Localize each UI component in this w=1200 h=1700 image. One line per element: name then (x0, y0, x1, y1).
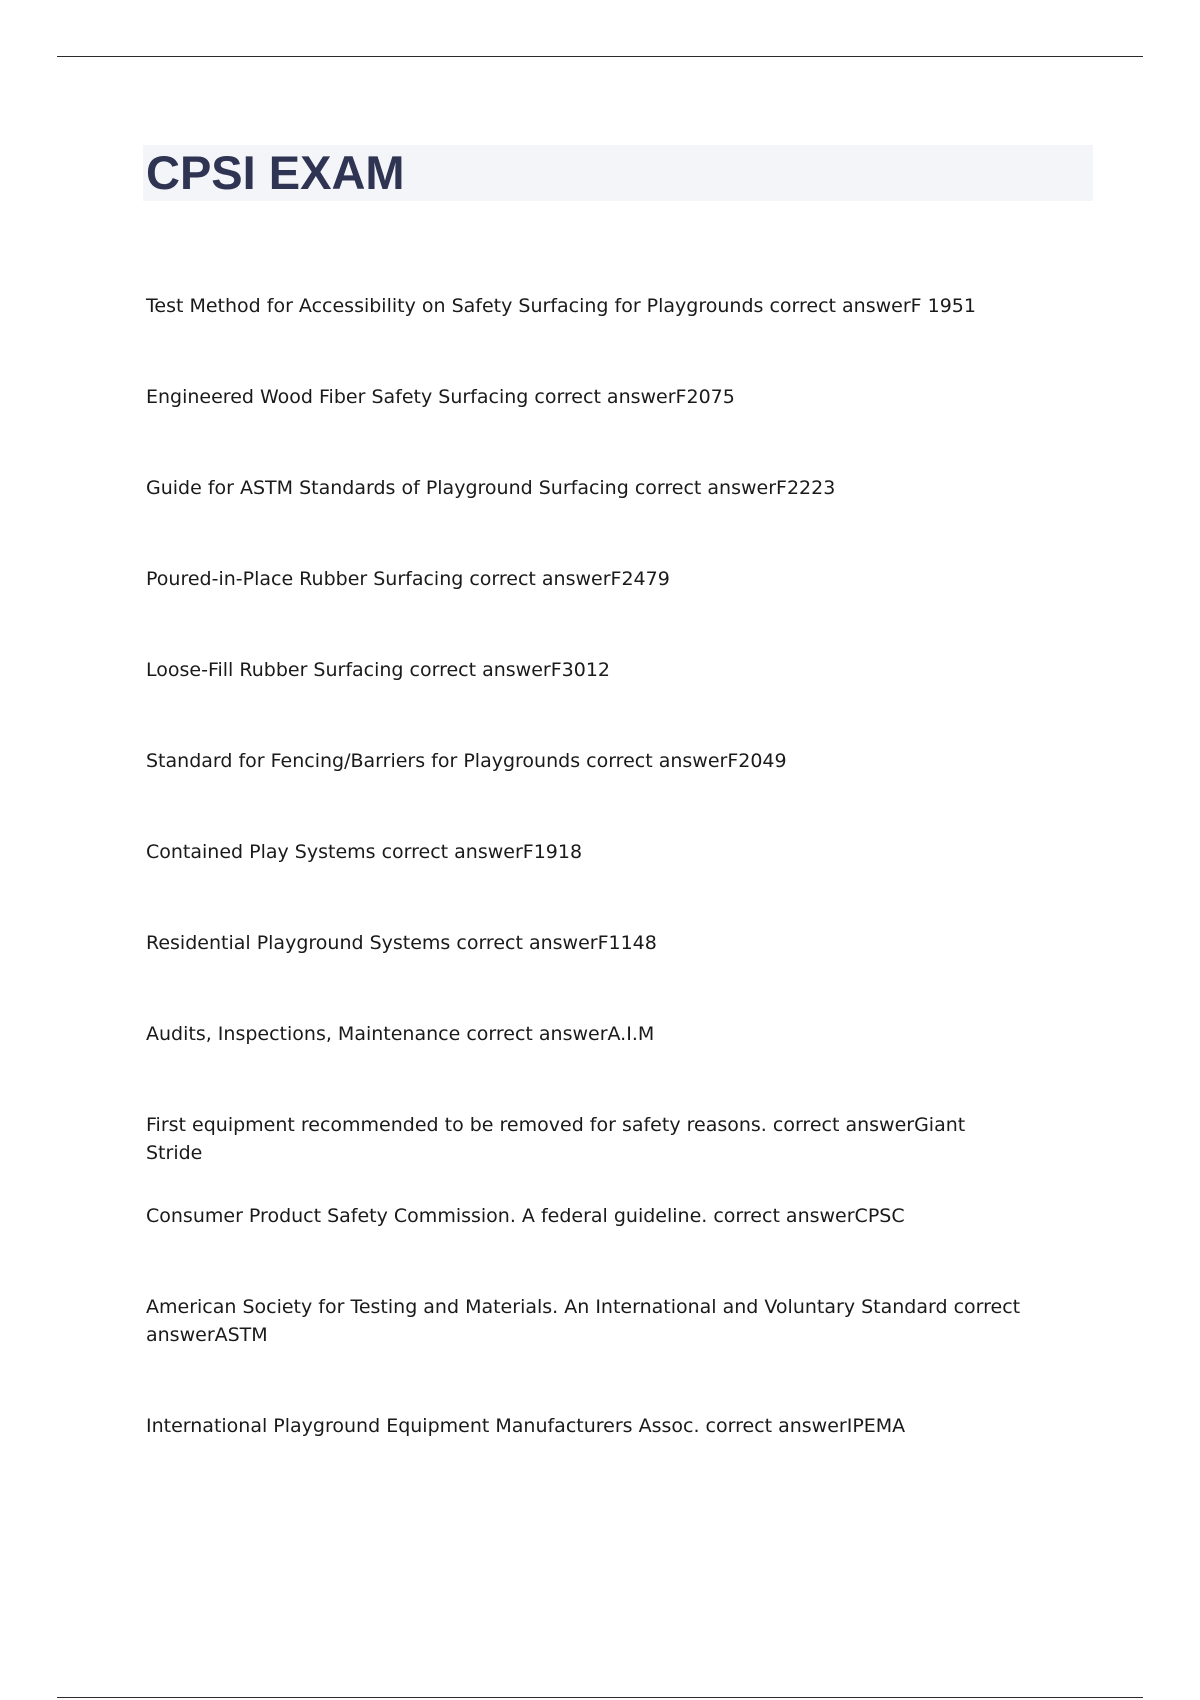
list-item: Poured-in-Place Rubber Surfacing correct answerF2479 (146, 568, 670, 590)
list-item: Contained Play Systems correct answerF1918 (146, 841, 583, 863)
list-item: Consumer Product Safety Commission. A federal guideline. correct answerCPSC (146, 1205, 905, 1227)
list-item: Test Method for Accessibility on Safety Surfacing for Playgrounds correct answerF 1951 (146, 295, 976, 317)
list-item: American Society for Testing and Materials. An International and Voluntary Standard correct answerASTM (146, 1296, 1021, 1346)
top-rule (57, 56, 1143, 57)
list-item: International Playground Equipment Manufacturers Assoc. correct answerIPEMA (146, 1415, 906, 1437)
list-item: Standard for Fencing/Barriers for Playgrounds correct answerF2049 (146, 750, 787, 772)
document-title: CPSI EXAM (146, 146, 405, 199)
list-item: Audits, Inspections, Maintenance correct answerA.I.M (146, 1023, 655, 1045)
list-item: Guide for ASTM Standards of Playground Surfacing correct answerF2223 (146, 477, 836, 499)
list-item: First equipment recommended to be removed for safety reasons. correct answerGiant Stride (146, 1114, 966, 1164)
bottom-rule (57, 1697, 1143, 1698)
list-item: Loose-Fill Rubber Surfacing correct answerF3012 (146, 659, 611, 681)
list-item: Engineered Wood Fiber Safety Surfacing correct answerF2075 (146, 386, 735, 408)
list-item: Residential Playground Systems correct answerF1148 (146, 932, 657, 954)
question-answer-list (146, 292, 1026, 1503)
